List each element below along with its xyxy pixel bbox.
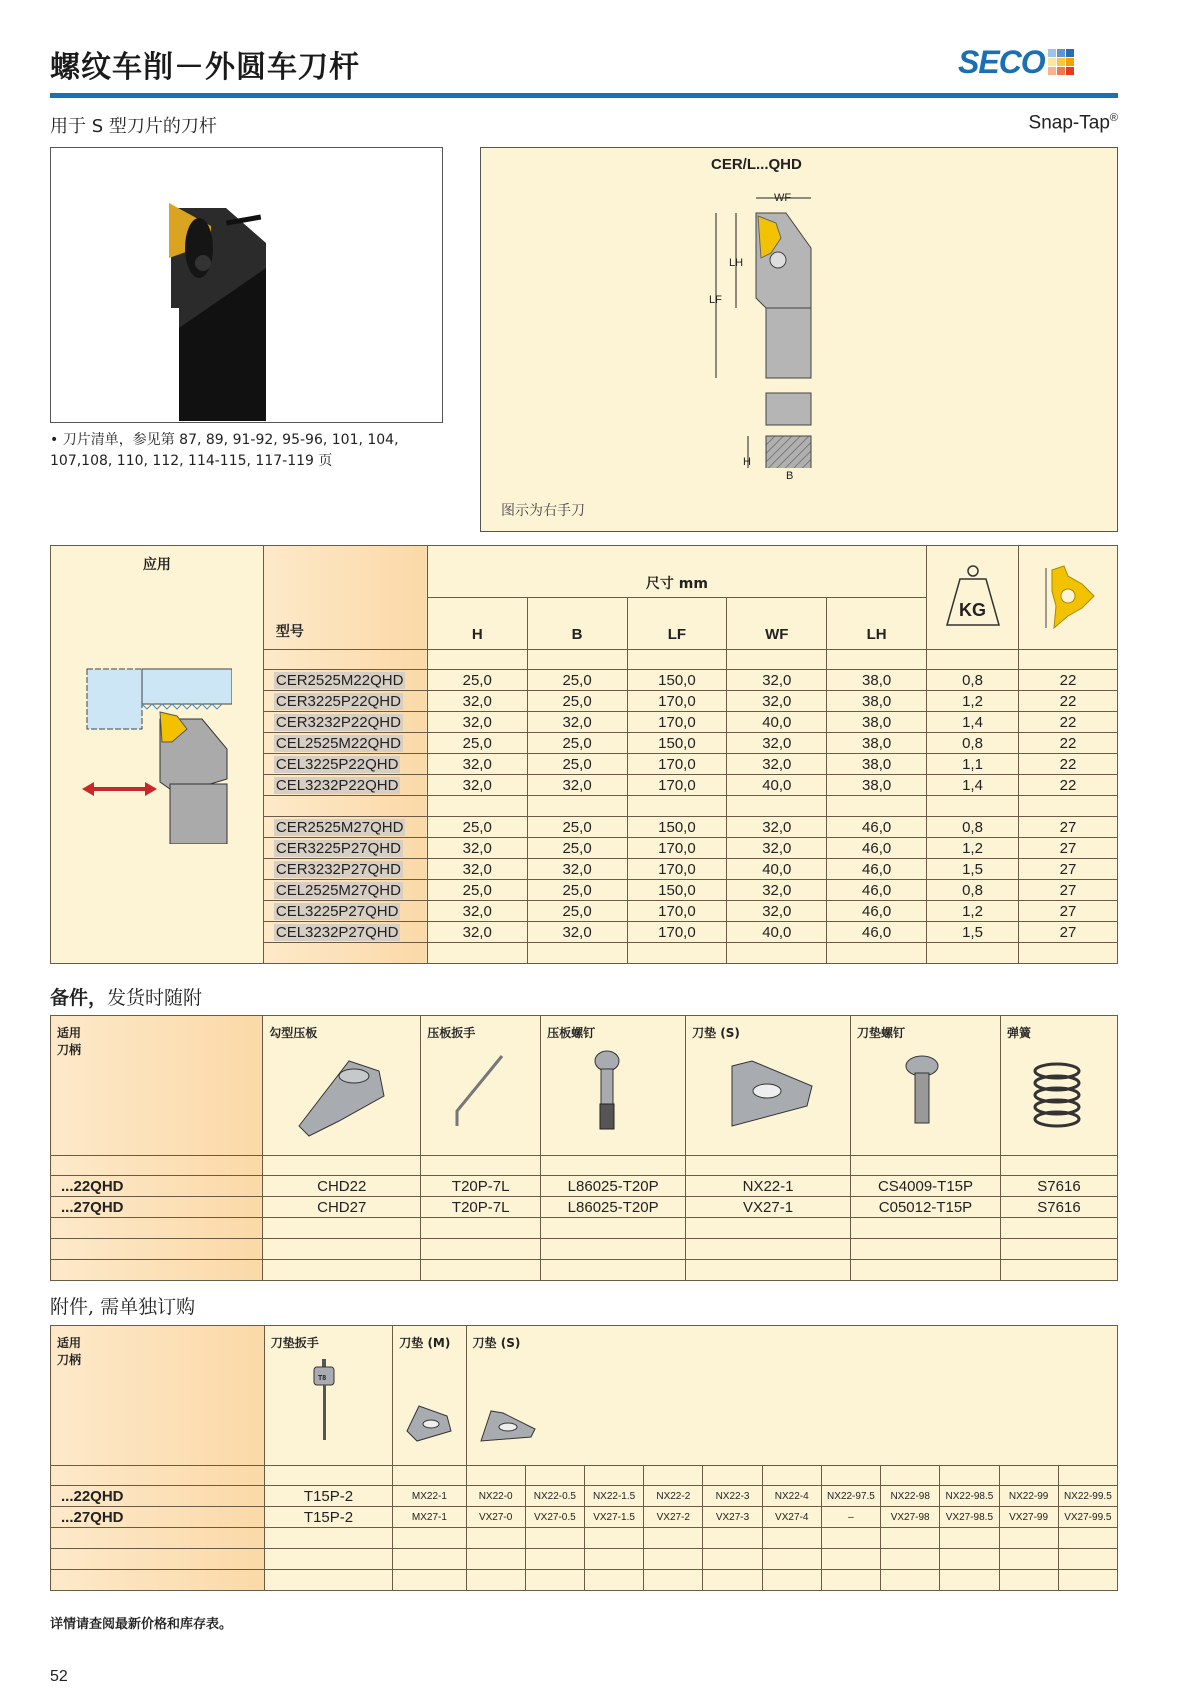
torx-wrench-icon	[271, 1351, 381, 1451]
col-header-lh: LH	[827, 598, 927, 650]
model-header: 型号	[263, 546, 427, 650]
table-row: ...27QHD T15P-2 MX27-1 VX27-0 VX27-0.5 VX27-1.5 VX27-2 VX27-3 VX27-4 – VX27-98 VX27-98.5 VX27-99 VX27-99.5	[51, 1507, 1118, 1528]
clamp-screw-icon	[547, 1041, 667, 1141]
application-header: 应用	[142, 557, 171, 573]
shim-wrench-header: 刀垫扳手 T8	[264, 1326, 392, 1466]
shim-s-header: 刀垫 (S)	[466, 1326, 1117, 1466]
dim-label-b: B	[786, 470, 794, 482]
logo-color-blocks-icon	[1048, 49, 1074, 75]
clamp-screw-header: 压板螺钉	[541, 1016, 686, 1156]
seco-logo	[958, 45, 1074, 79]
spacer-row	[263, 650, 427, 670]
table-row: ...22QHD T15P-2 MX22-1 NX22-0 NX22-0.5 NX22-1.5 NX22-2 NX22-3 NX22-4 NX22-97.5 NX22-98 NX22-98.5 NX22-99 NX22-99.5	[51, 1486, 1118, 1507]
header-rule	[50, 93, 1118, 98]
dimension-diagram	[480, 147, 1118, 532]
toolholder-photo-icon	[51, 148, 441, 421]
application-illustration-icon	[82, 664, 232, 844]
spring-icon	[1007, 1041, 1107, 1141]
clamp-icon	[269, 1041, 409, 1141]
col-header-wf: WF	[727, 598, 827, 650]
spare-parts-title-bold: 备件，	[50, 987, 108, 1009]
registered-mark: ®	[1109, 112, 1118, 124]
holder-header: 适用 刀柄	[51, 1326, 265, 1466]
col-header-b: B	[527, 598, 627, 650]
application-column	[51, 546, 264, 964]
toolholder-dimension-drawing-icon	[676, 178, 836, 468]
shim-m-icon	[399, 1351, 459, 1451]
table-row: ...27QHD CHD27 T20P-7L L86025-T20P VX27-1 C05012-T15P S7616	[51, 1197, 1118, 1218]
shim-icon	[692, 1041, 832, 1141]
shim-m-header: 刀垫 (M)	[393, 1326, 466, 1466]
hex-key-icon	[427, 1041, 527, 1141]
shim-s-header: 刀垫 (S)	[686, 1016, 851, 1156]
clamp-wrench-header: 压板扳手	[421, 1016, 541, 1156]
weight-kg-icon	[943, 563, 1003, 629]
brand-name	[1029, 112, 1118, 134]
weight-header	[927, 546, 1019, 650]
clamp-header: 勾型压板	[263, 1016, 421, 1156]
table-row: CER3232P27QHD 32,0 32,0 170,0 40,0 46,0 1,5 27	[51, 859, 1118, 880]
table-row: CER3232P22QHD 32,0 32,0 170,0 40,0 38,0 1,4 22	[51, 712, 1118, 733]
table-row: CEL3232P22QHD 32,0 32,0 170,0 40,0 38,0 1,4 22	[51, 775, 1118, 796]
table-row: CER2525M27QHD 25,0 25,0 150,0 32,0 46,0 0,8 27	[51, 817, 1118, 838]
svg-text:LH: LH	[729, 257, 744, 269]
spacer-row	[263, 943, 427, 964]
diagram-caption: 图示为右手刀	[501, 503, 585, 519]
shim-s-icon	[473, 1351, 543, 1451]
shim-screw-icon	[857, 1041, 987, 1141]
table-row: CER2525M22QHD 25,0 25,0 150,0 32,0 38,0 0,8 22	[51, 670, 1118, 691]
accessories-table	[50, 1325, 1118, 1591]
page-subtitle: 用于 S 型刀片的刀杆	[50, 116, 217, 137]
table-row: CEL3225P27QHD 32,0 25,0 170,0 32,0 46,0 1,2 27	[51, 901, 1118, 922]
table-row: ...22QHD CHD22 T20P-7L L86025-T20P NX22-1 CS4009-T15P S7616	[51, 1176, 1118, 1197]
holder-header: 适用 刀柄	[51, 1016, 263, 1156]
table-row: CEL3232P27QHD 32,0 32,0 170,0 40,0 46,0 1,5 27	[51, 922, 1118, 943]
table-row: CEL2525M27QHD 25,0 25,0 150,0 32,0 46,0 0,8 27	[51, 880, 1118, 901]
brand-label: Snap-Tap	[1028, 112, 1110, 134]
table-row: CER3225P22QHD 32,0 25,0 170,0 32,0 38,0 1,2 22	[51, 691, 1118, 712]
spacer-row	[263, 796, 427, 817]
spring-header: 弹簧	[1000, 1016, 1117, 1156]
shim-screw-header: 刀垫螺钉	[851, 1016, 1001, 1156]
dimensions-header: 尺寸 mm	[427, 546, 926, 598]
svg-text:KG: KG	[958, 599, 986, 620]
table-row: CEL2525M22QHD 25,0 25,0 150,0 32,0 38,0 0,8 22	[51, 733, 1118, 754]
price-stock-note: 详情请查阅最新价格和库存表。	[50, 1617, 233, 1632]
product-photo	[50, 147, 443, 423]
table-row: CEL3225P22QHD 32,0 25,0 170,0 32,0 38,0 1,1 22	[51, 754, 1118, 775]
logo-text: SECO	[958, 43, 1045, 80]
svg-text:T8: T8	[317, 1375, 326, 1382]
spare-parts-title-rest: 发货时随附	[107, 987, 203, 1009]
svg-text:H: H	[743, 456, 751, 468]
svg-text:LF: LF	[709, 294, 722, 306]
insert-shape-icon	[1038, 556, 1098, 636]
page-title: 螺纹车削－外圆车刀杆	[50, 50, 360, 85]
col-header-h: H	[427, 598, 527, 650]
spare-parts-title	[50, 983, 202, 1010]
col-header-lf: LF	[627, 598, 727, 650]
insert-size-header	[1018, 546, 1117, 650]
svg-text:WF: WF	[774, 192, 792, 204]
page-number: 52	[50, 1668, 68, 1685]
toolholder-spec-table	[50, 545, 1118, 964]
spare-parts-table	[50, 1015, 1118, 1281]
table-row: CER3225P27QHD 32,0 25,0 170,0 32,0 46,0 1,2 27	[51, 838, 1118, 859]
insert-list-note: • 刀片清单，参见第 87, 89, 91-92, 95-96, 101, 104, 107,108, 110, 112, 114-115, 117-119 页	[50, 432, 399, 469]
accessories-title: 附件, 需单独订购	[50, 1296, 196, 1318]
diagram-title: CER/L...QHD	[711, 156, 802, 173]
